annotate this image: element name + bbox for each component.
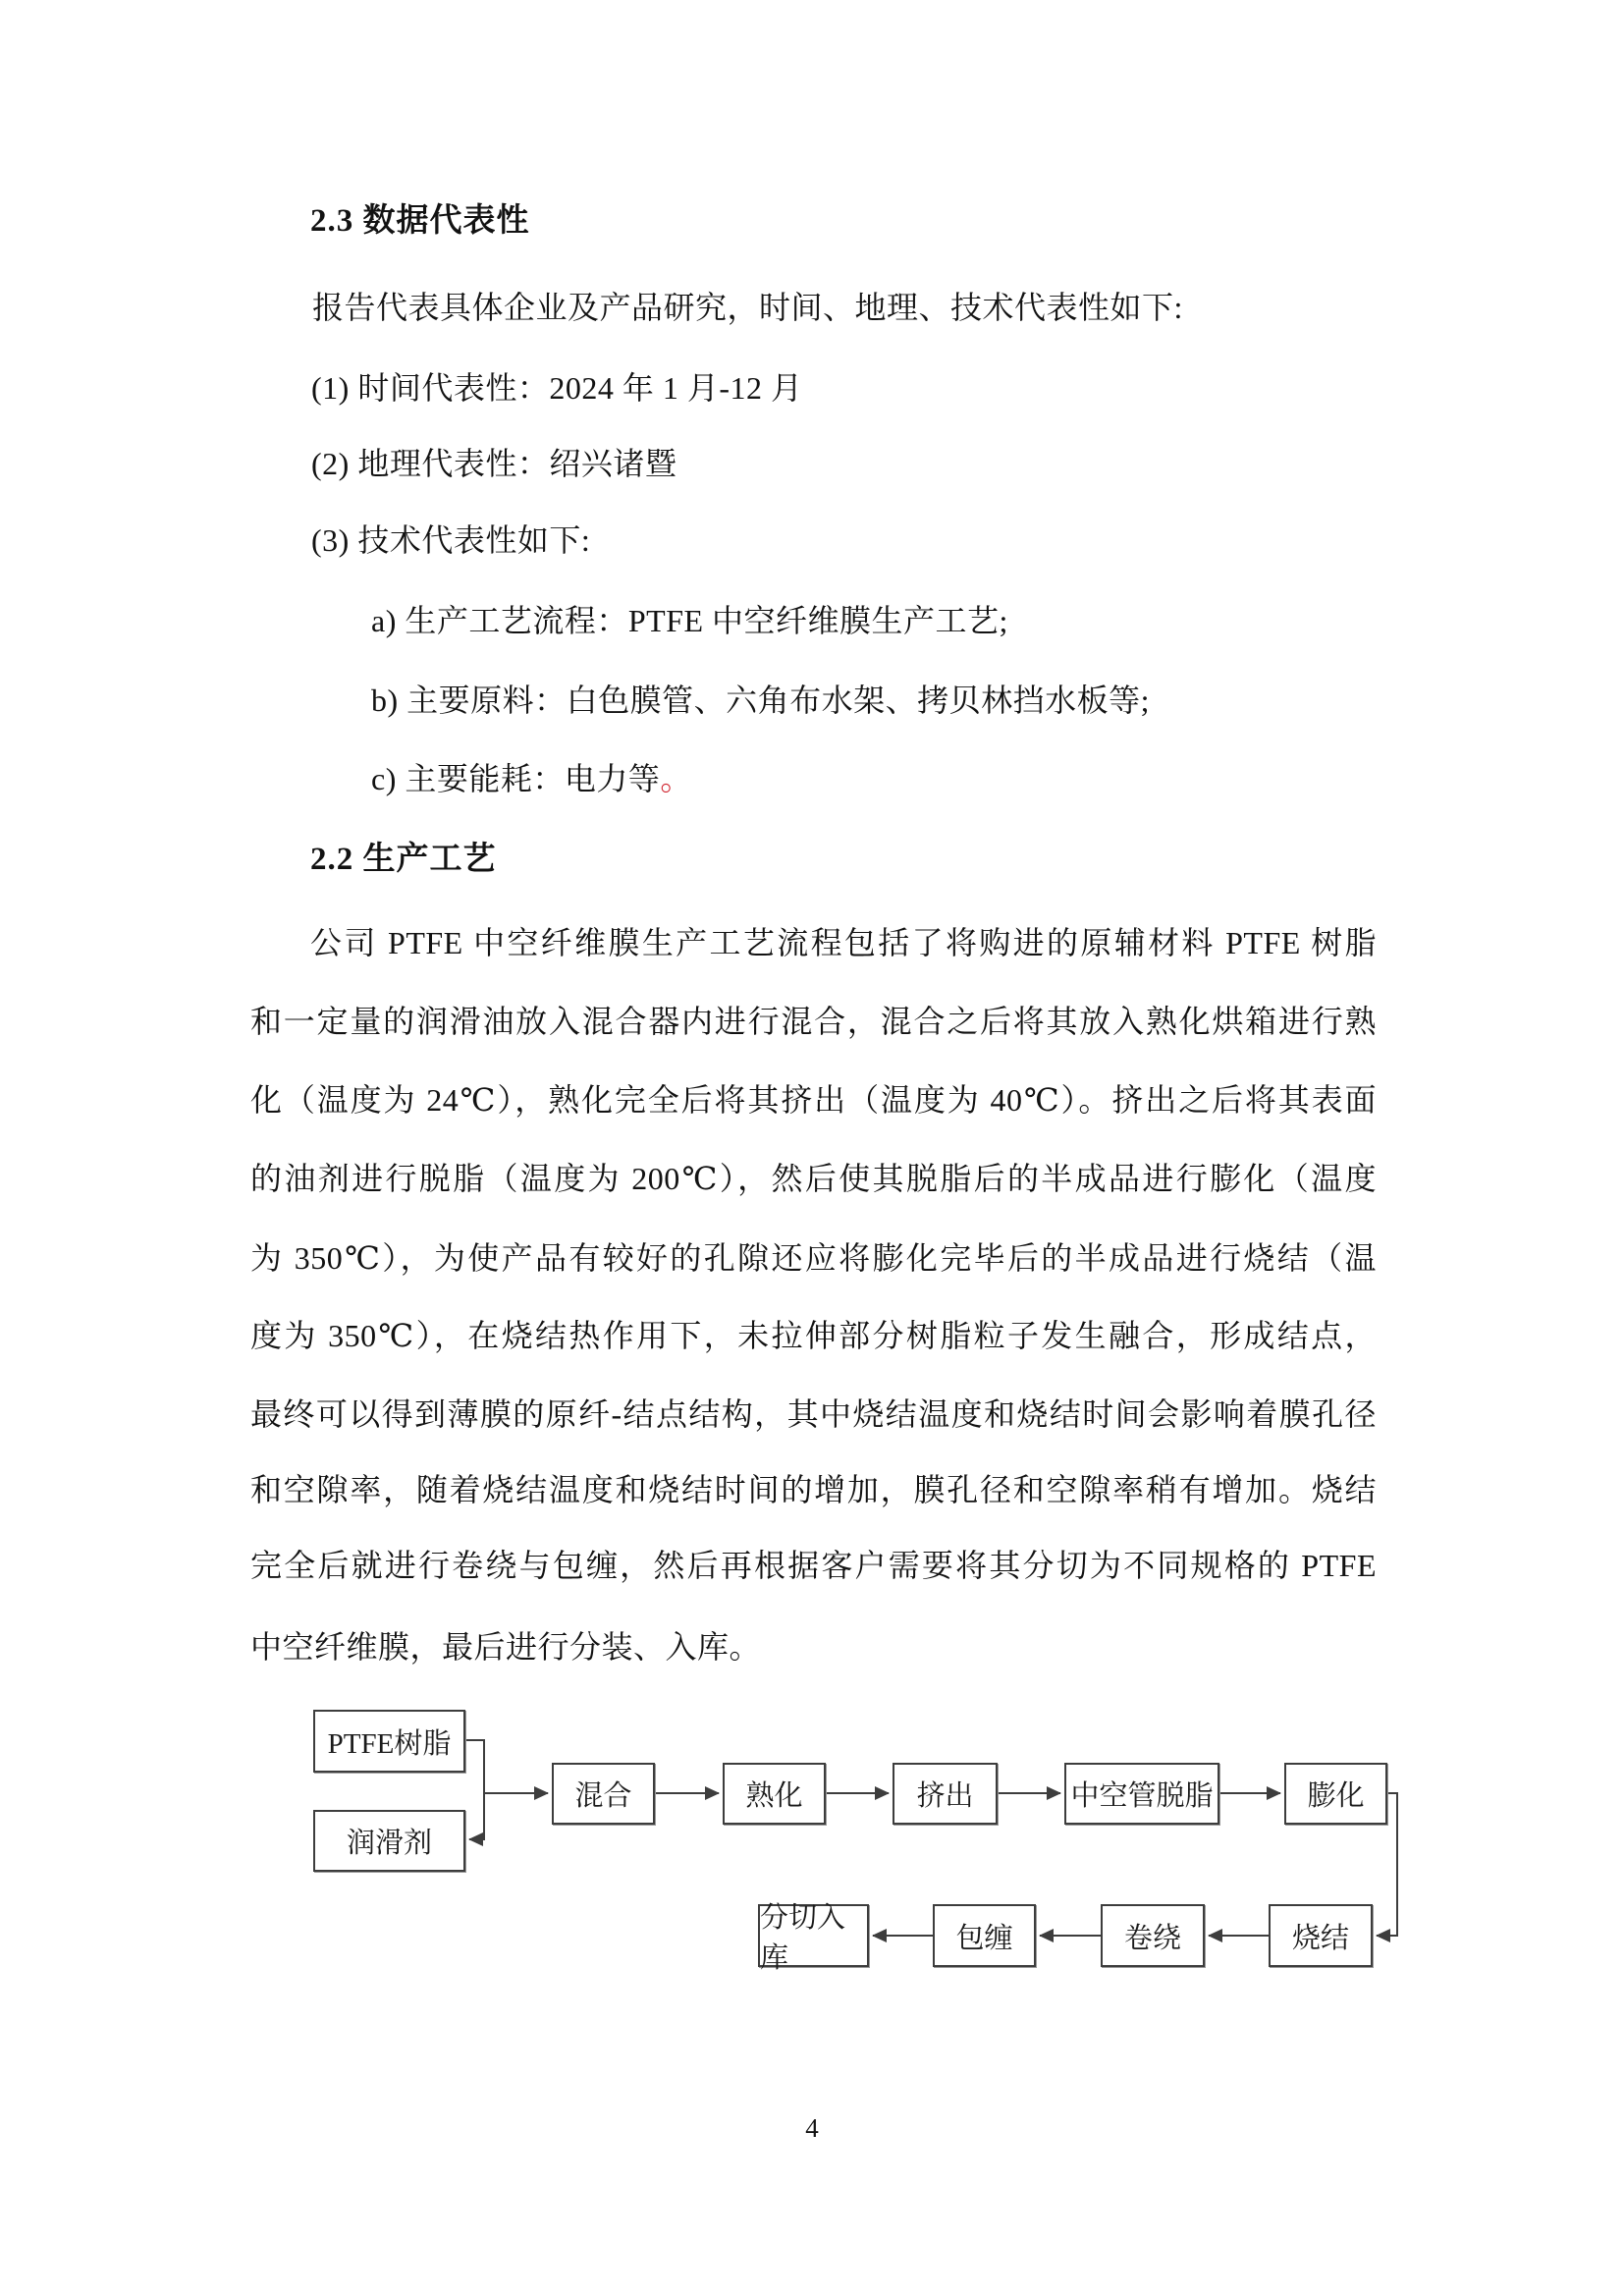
sub-item-b: b) 主要原料：白色膜管、六角布水架、拷贝林挡水板等; [371, 683, 1151, 718]
flow-node-ptfe-resin: PTFE树脂 [313, 1710, 465, 1773]
flow-node-extrude: 挤出 [893, 1763, 998, 1825]
paragraph-line: 最终可以得到薄膜的原纤-结点结构，其中烧结温度和烧结时间会影响着膜孔径 [250, 1396, 1377, 1432]
paragraph-line: 公司 PTFE 中空纤维膜生产工艺流程包括了将购进的原辅材料 PTFE 树脂 [310, 925, 1377, 960]
sub-item-a: a) 生产工艺流程：PTFE 中空纤维膜生产工艺; [371, 603, 1008, 638]
flow-node-degrease: 中空管脱脂 [1064, 1763, 1219, 1825]
flow-node-cut-store: 分切入库 [758, 1904, 869, 1967]
flow-node-wind: 卷绕 [1101, 1904, 1205, 1967]
red-period: 。 [660, 761, 692, 796]
paragraph-line: 和一定量的润滑油放入混合器内进行混合，混合之后将其放入熟化烘箱进行熟 [250, 1004, 1377, 1039]
paragraph-line: 的油剂进行脱脂（温度为 200℃），然后使其脱脂后的半成品进行膨化（温度 [250, 1161, 1377, 1196]
intro-paragraph: 报告代表具体企业及产品研究，时间、地理、技术代表性如下: [312, 290, 1183, 325]
flow-node-cure: 熟化 [723, 1763, 826, 1825]
sub-item-c-text: c) 主要能耗：电力等 [371, 761, 661, 796]
paragraph-line: 中空纤维膜，最后进行分装、入库。 [250, 1629, 762, 1665]
flow-node-mix: 混合 [552, 1763, 655, 1825]
page-number: 4 [805, 2113, 819, 2143]
flow-node-lubricant: 润滑剂 [313, 1810, 465, 1872]
list-item-3: (3) 技术代表性如下: [311, 522, 591, 558]
paragraph-line: 化（温度为 24℃），熟化完全后将其挤出（温度为 40℃）。挤出之后将其表面 [250, 1082, 1377, 1118]
sub-item-c [371, 757, 692, 800]
paragraph-line: 和空隙率，随着烧结温度和烧结时间的增加，膜孔径和空隙率稍有增加。烧结 [250, 1472, 1377, 1507]
section-heading-2-3: 2.3 数据代表性 [310, 203, 530, 239]
paragraph-line: 为 350℃），为使产品有较好的孔隙还应将膨化完毕后的半成品进行烧结（温 [250, 1240, 1377, 1276]
paragraph-line: 度为 350℃），在烧结热作用下，未拉伸部分树脂粒子发生融合，形成结点， [250, 1318, 1377, 1353]
process-flowchart [0, 1669, 1624, 2003]
flow-node-wrap: 包缠 [933, 1904, 1036, 1967]
flow-node-sinter: 烧结 [1269, 1904, 1373, 1967]
list-item-2: (2) 地理代表性：绍兴诸暨 [311, 446, 677, 481]
flow-node-expand: 膨化 [1284, 1763, 1387, 1825]
list-item-1: (1) 时间代表性：2024 年 1 月-12 月 [311, 370, 803, 406]
paragraph-line: 完全后就进行卷绕与包缠，然后再根据客户需要将其分切为不同规格的 PTFE [250, 1548, 1377, 1583]
section-heading-2-2: 2.2 生产工艺 [310, 842, 497, 877]
